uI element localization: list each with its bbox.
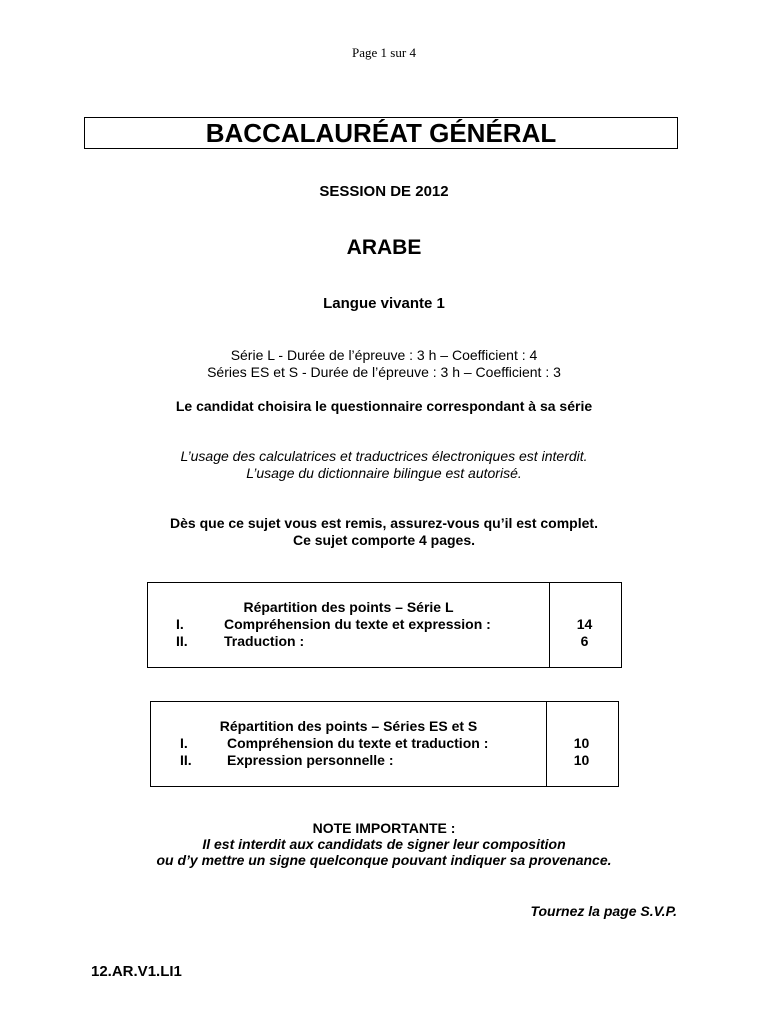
session-year: SESSION DE 2012: [319, 183, 449, 200]
item-points: 6: [580, 633, 589, 649]
points-table-series-es-s: [150, 701, 619, 787]
usage-rule-dictionary: L’usage du dictionnaire bilingue est autorisé.: [246, 465, 522, 481]
language-level: Langue vivante 1: [323, 295, 445, 312]
usage-rule-calculators: L’usage des calculatrices et traductrices électroniques est interdit.: [180, 448, 588, 464]
document-code: 12.AR.V1.LI1: [91, 963, 182, 980]
page-number: Page 1 sur 4: [352, 45, 416, 60]
completeness-check: Dès que ce sujet vous est remis, assurez-vous qu’il est complet.: [170, 515, 598, 531]
item-label: Expression personnelle :: [227, 752, 394, 768]
item-points: 10: [573, 752, 590, 768]
exam-title: BACCALAURÉAT GÉNÉRAL: [84, 117, 678, 149]
item-points: 14: [576, 616, 593, 632]
item-label: Compréhension du texte et traduction :: [227, 735, 489, 751]
item-label: Compréhension du texte et expression :: [224, 616, 491, 632]
page-count: Ce sujet comporte 4 pages.: [292, 532, 476, 548]
item-points: 10: [573, 735, 590, 751]
subject-name: ARABE: [346, 236, 422, 259]
candidate-instruction: Le candidat choisira le questionnaire correspondant à sa série: [175, 398, 593, 414]
note-title: NOTE IMPORTANTE :: [312, 820, 456, 836]
item-label: Traduction :: [224, 633, 305, 649]
note-line: Il est interdit aux candidats de signer leur composition: [202, 836, 566, 852]
item-number: I.: [180, 735, 188, 751]
note-line: ou d’y mettre un signe quelconque pouvant indiquer sa provenance.: [156, 852, 612, 868]
item-number: II.: [180, 752, 192, 768]
series-info-es-s: Séries ES et S - Durée de l’épreuve : 3 h – Coefficient : 3: [207, 364, 561, 380]
item-number: II.: [176, 633, 188, 649]
points-values: [545, 702, 618, 786]
points-table-serie-l: [147, 582, 622, 668]
points-heading: Répartition des points – Séries ES et S: [219, 718, 478, 734]
series-info-l: Série L - Durée de l’épreuve : 3 h – Coefficient : 4: [230, 347, 538, 363]
points-labels: [148, 583, 550, 667]
item-number: I.: [176, 616, 184, 632]
turn-page-notice: Tournez la page S.V.P.: [530, 903, 677, 919]
points-heading: Répartition des points – Série L: [243, 599, 454, 615]
points-labels: [151, 702, 547, 786]
points-values: [548, 583, 621, 667]
